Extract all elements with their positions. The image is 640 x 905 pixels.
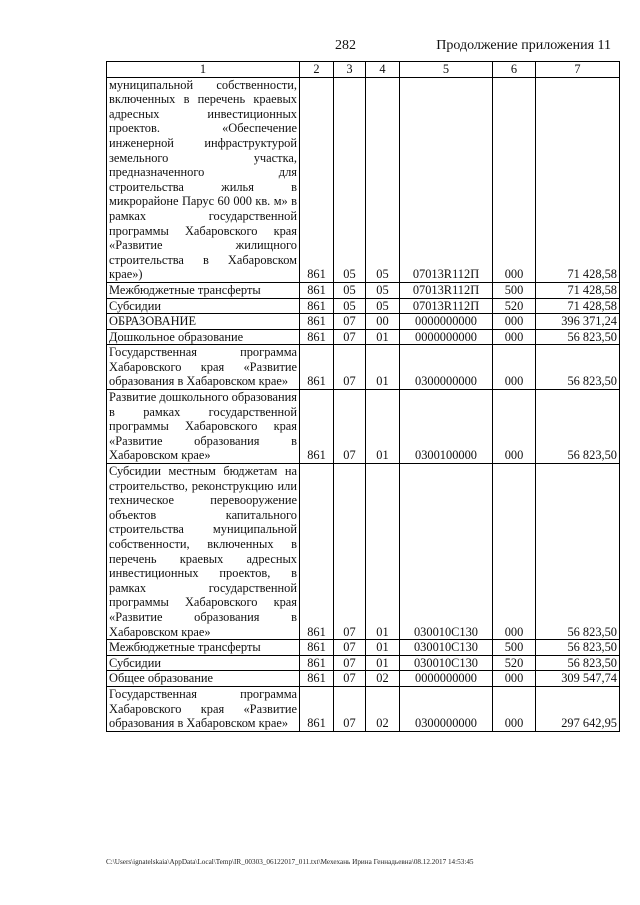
table-row [107, 314, 620, 330]
subsection-code: 01 [366, 390, 400, 464]
row-description: Развитие дошкольного образования в рамках государственной программы Хабаровского края «Развитие образования в Хабаровском крае» [107, 390, 300, 464]
admin-code: 861 [300, 655, 334, 671]
section-code: 05 [334, 282, 366, 298]
expense-type-code: 000 [493, 464, 536, 640]
admin-code: 861 [300, 390, 334, 464]
expense-type-code: 000 [493, 686, 536, 731]
budget-table [106, 61, 620, 732]
amount: 309 547,74 [536, 671, 620, 687]
table-row [107, 77, 620, 282]
admin-code: 861 [300, 329, 334, 345]
admin-code: 861 [300, 464, 334, 640]
section-code: 07 [334, 640, 366, 656]
table-row [107, 345, 620, 390]
target-article-code: 0000000000 [400, 314, 493, 330]
table-row [107, 464, 620, 640]
target-article-code: 07013R112П [400, 282, 493, 298]
section-code: 07 [334, 345, 366, 390]
target-article-code: 030010С130 [400, 464, 493, 640]
table-row [107, 329, 620, 345]
row-description: Государственная программа Хабаровского края «Развитие образования в Хабаровском крае» [107, 686, 300, 731]
section-code: 07 [334, 314, 366, 330]
appendix-continuation-note: Продолжение приложения 11 [436, 38, 611, 53]
expense-type-code: 000 [493, 314, 536, 330]
row-description: Субсидии [107, 655, 300, 671]
expense-type-code: 520 [493, 655, 536, 671]
row-description: Общее образование [107, 671, 300, 687]
row-description: Межбюджетные трансферты [107, 640, 300, 656]
admin-code: 861 [300, 314, 334, 330]
subsection-code: 05 [366, 282, 400, 298]
page-number: 282 [335, 38, 356, 53]
section-code: 07 [334, 329, 366, 345]
subsection-code: 05 [366, 77, 400, 282]
expense-type-code: 000 [493, 390, 536, 464]
amount: 56 823,50 [536, 345, 620, 390]
admin-code: 861 [300, 345, 334, 390]
amount: 396 371,24 [536, 314, 620, 330]
expense-type-code: 000 [493, 329, 536, 345]
section-code: 07 [334, 686, 366, 731]
column-number-row [107, 62, 620, 78]
file-path-footer: C:\Users\ignatelskaia\AppData\Local\Temp\IR_00303_06122017_011.txt\Мехехань Ирина Геннадьевна\08.12.2017 14:53:45 [106, 858, 474, 866]
amount: 56 823,50 [536, 640, 620, 656]
target-article-code: 0000000000 [400, 329, 493, 345]
row-description: муниципальной собственности, включенных в перечень краевых адресных инвестиционных проектов. «Обеспечение инженерной инфраструктурой земельного участка, предназначенного для строительства жилья в микрорайоне Парус 60 000 кв. м» в рамках государственной программы Хабаровского края «Развитие жилищного строительства в Хабаровском крае») [107, 77, 300, 282]
amount: 56 823,50 [536, 655, 620, 671]
section-code: 05 [334, 77, 366, 282]
row-description: ОБРАЗОВАНИЕ [107, 314, 300, 330]
admin-code: 861 [300, 298, 334, 314]
column-header: 3 [334, 62, 366, 78]
subsection-code: 01 [366, 655, 400, 671]
column-header: 6 [493, 62, 536, 78]
expense-type-code: 520 [493, 298, 536, 314]
section-code: 07 [334, 464, 366, 640]
expense-type-code: 000 [493, 77, 536, 282]
subsection-code: 00 [366, 314, 400, 330]
row-description: Субсидии местным бюджетам на строительство, реконструкцию или техническое перевооружение объектов капитального строительства муниципальной собственности, включенных в перечень краевых адресных инвестиционных проектов, в рамках государственной программы Хабаровского края «Развитие образования в Хабаровском крае» [107, 464, 300, 640]
column-header: 2 [300, 62, 334, 78]
amount: 71 428,58 [536, 298, 620, 314]
amount: 71 428,58 [536, 77, 620, 282]
column-header: 4 [366, 62, 400, 78]
target-article-code: 0300000000 [400, 345, 493, 390]
table-row [107, 298, 620, 314]
subsection-code: 02 [366, 671, 400, 687]
admin-code: 861 [300, 686, 334, 731]
row-description: Дошкольное образование [107, 329, 300, 345]
amount: 56 823,50 [536, 390, 620, 464]
target-article-code: 030010С130 [400, 640, 493, 656]
section-code: 05 [334, 298, 366, 314]
target-article-code: 0300100000 [400, 390, 493, 464]
table-row [107, 655, 620, 671]
table-row [107, 640, 620, 656]
amount: 297 642,95 [536, 686, 620, 731]
admin-code: 861 [300, 640, 334, 656]
target-article-code: 0000000000 [400, 671, 493, 687]
column-header: 7 [536, 62, 620, 78]
section-code: 07 [334, 671, 366, 687]
target-article-code: 07013R112П [400, 77, 493, 282]
admin-code: 861 [300, 671, 334, 687]
admin-code: 861 [300, 77, 334, 282]
row-description: Государственная программа Хабаровского края «Развитие образования в Хабаровском крае» [107, 345, 300, 390]
subsection-code: 01 [366, 329, 400, 345]
subsection-code: 05 [366, 298, 400, 314]
subsection-code: 01 [366, 464, 400, 640]
row-description: Межбюджетные трансферты [107, 282, 300, 298]
table-row [107, 390, 620, 464]
column-header: 1 [107, 62, 300, 78]
amount: 71 428,58 [536, 282, 620, 298]
column-header: 5 [400, 62, 493, 78]
target-article-code: 0300000000 [400, 686, 493, 731]
expense-type-code: 500 [493, 640, 536, 656]
expense-type-code: 500 [493, 282, 536, 298]
amount: 56 823,50 [536, 329, 620, 345]
subsection-code: 01 [366, 345, 400, 390]
target-article-code: 030010С130 [400, 655, 493, 671]
section-code: 07 [334, 390, 366, 464]
expense-type-code: 000 [493, 671, 536, 687]
table-row [107, 282, 620, 298]
amount: 56 823,50 [536, 464, 620, 640]
target-article-code: 07013R112П [400, 298, 493, 314]
subsection-code: 01 [366, 640, 400, 656]
expense-type-code: 000 [493, 345, 536, 390]
section-code: 07 [334, 655, 366, 671]
row-description: Субсидии [107, 298, 300, 314]
admin-code: 861 [300, 282, 334, 298]
table-row [107, 671, 620, 687]
subsection-code: 02 [366, 686, 400, 731]
table-row [107, 686, 620, 731]
